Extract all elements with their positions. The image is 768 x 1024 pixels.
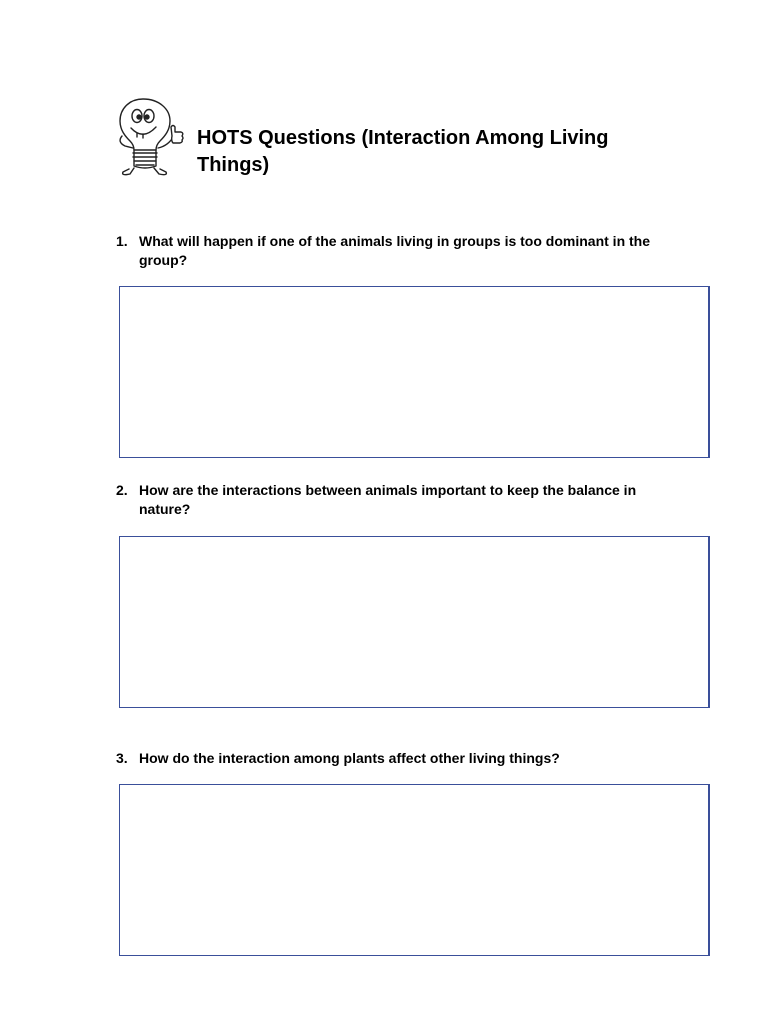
question-number: 3. <box>116 750 128 766</box>
question-number: 1. <box>116 233 128 249</box>
question-1 <box>116 232 656 270</box>
answer-box-2[interactable] <box>119 536 710 708</box>
answer-box-3[interactable] <box>119 784 710 956</box>
page-title: HOTS Questions (Interaction Among Living Things) <box>197 127 609 176</box>
lightbulb-mascot-icon <box>112 96 188 178</box>
question-number: 2. <box>116 482 128 498</box>
question-3 <box>116 749 656 768</box>
answer-box-1[interactable] <box>119 286 710 458</box>
question-text: What will happen if one of the animals living in groups is too dominant in the group? <box>139 233 651 268</box>
question-2 <box>116 481 656 519</box>
question-text: How are the interactions between animals important to keep the balance in nature? <box>139 482 637 517</box>
question-text: How do the interaction among plants affect other living things? <box>139 750 560 766</box>
